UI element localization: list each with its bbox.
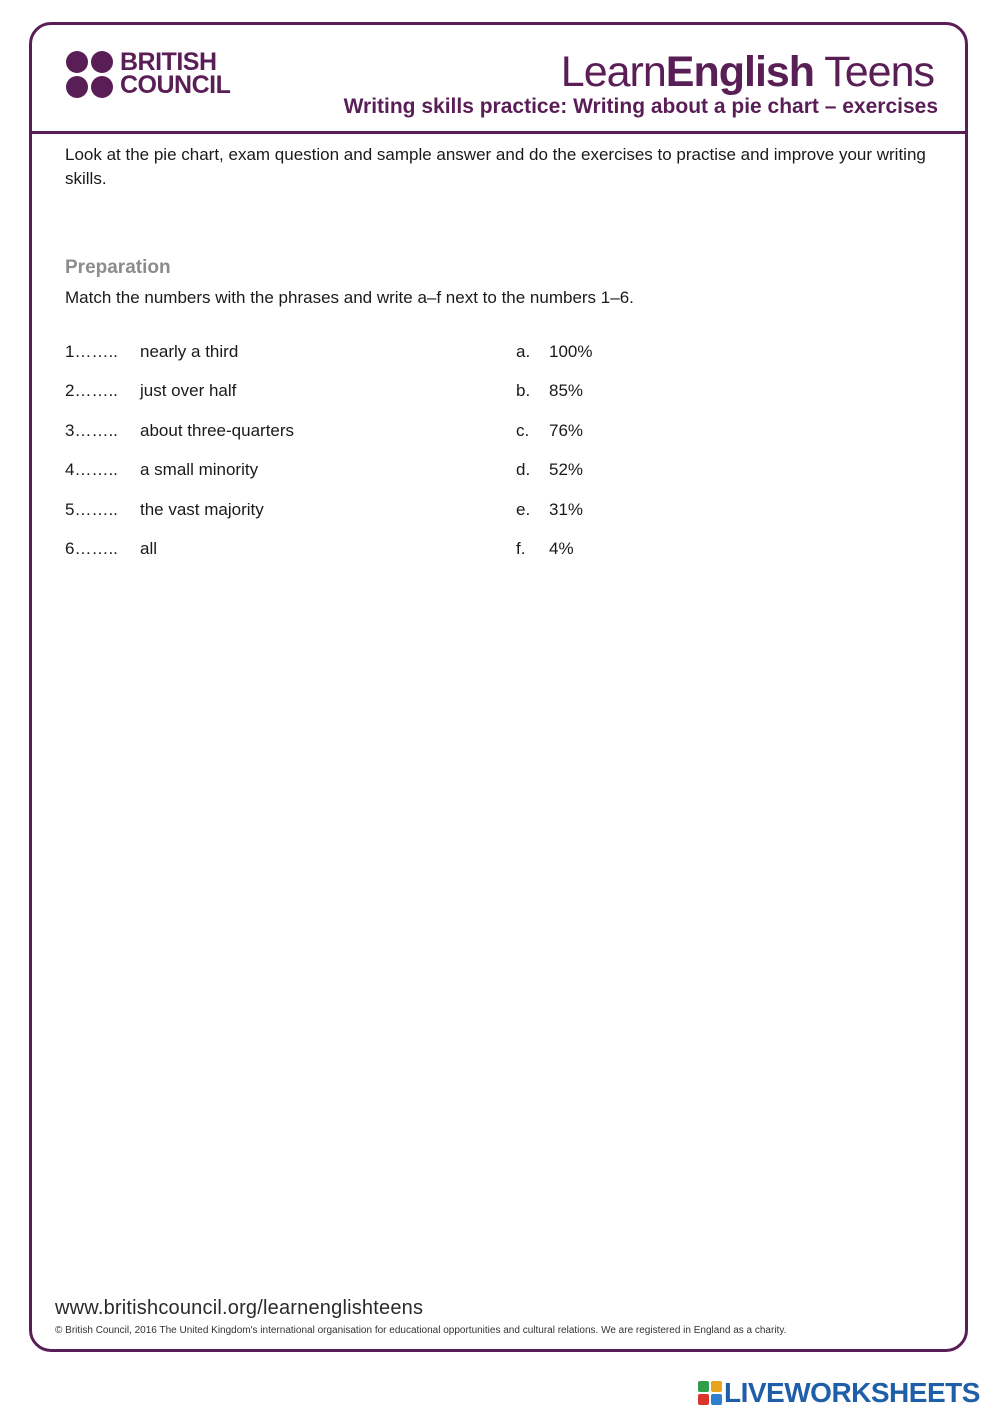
worksheet-title: Writing skills practice: Writing about a pie chart – exercises — [343, 95, 938, 118]
option-letter: b. — [516, 381, 531, 400]
option-percentage: 85% — [549, 381, 584, 400]
liveworksheets-icon — [698, 1381, 722, 1405]
brand-english: English — [665, 48, 815, 96]
option-percentage: 52% — [549, 460, 584, 479]
answer-blank[interactable]: 3…….. — [65, 421, 118, 440]
exercise-instruction: Match the numbers with the phrases and write a–f next to the numbers 1–6. — [65, 288, 634, 307]
phrase: a small minority — [140, 460, 259, 479]
phrase: all — [140, 539, 158, 558]
option-percentage: 31% — [549, 500, 584, 519]
liveworksheets-wordmark: LIVEWORKSHEETS — [724, 1377, 980, 1408]
brand-teens: Teens — [814, 48, 934, 96]
intro-text: Look at the pie chart, exam question and sample answer and do the exercises to practise and improve your writing skills. — [65, 145, 926, 188]
learnenglish-teens-brand — [561, 48, 934, 96]
section-title-preparation: Preparation — [65, 257, 171, 278]
answer-blank[interactable]: 4…….. — [65, 460, 118, 479]
header-divider — [29, 131, 968, 134]
phrase: just over half — [140, 381, 237, 400]
option-letter: d. — [516, 460, 531, 479]
option-percentage: 100% — [549, 342, 593, 361]
british-council-wordmark — [120, 48, 231, 99]
option-letter: f. — [516, 539, 526, 558]
match-row — [0, 460, 1000, 484]
match-row — [0, 539, 1000, 563]
phrase: the vast majority — [140, 500, 264, 519]
option-percentage: 76% — [549, 421, 584, 440]
match-row — [0, 421, 1000, 445]
answer-blank[interactable]: 1…….. — [65, 342, 118, 361]
option-letter: a. — [516, 342, 531, 361]
brand-learn: Learn — [560, 48, 666, 96]
answer-blank[interactable]: 5…….. — [65, 500, 118, 519]
british-council-dots-icon — [66, 51, 114, 99]
option-percentage: 4% — [549, 539, 574, 558]
match-row — [0, 342, 1000, 366]
match-row — [0, 500, 1000, 524]
answer-blank[interactable]: 2…….. — [65, 381, 118, 400]
phrase: about three-quarters — [140, 421, 295, 440]
footer-legal: © British Council, 2016 The United Kingdom's international organisation for educational opportunities and cultural relations. We are registered in England as a charity. — [55, 1325, 787, 1336]
logo-line-2: COUNCIL — [120, 71, 231, 99]
answer-blank[interactable]: 6…….. — [65, 539, 118, 558]
page-frame — [29, 22, 968, 1352]
logo-line-1: BRITISH — [120, 48, 217, 76]
option-letter: e. — [516, 500, 531, 519]
option-letter: c. — [516, 421, 530, 440]
phrase: nearly a third — [140, 342, 239, 361]
match-row — [0, 381, 1000, 405]
footer-url[interactable]: www.britishcouncil.org/learnenglishteens — [55, 1297, 424, 1319]
